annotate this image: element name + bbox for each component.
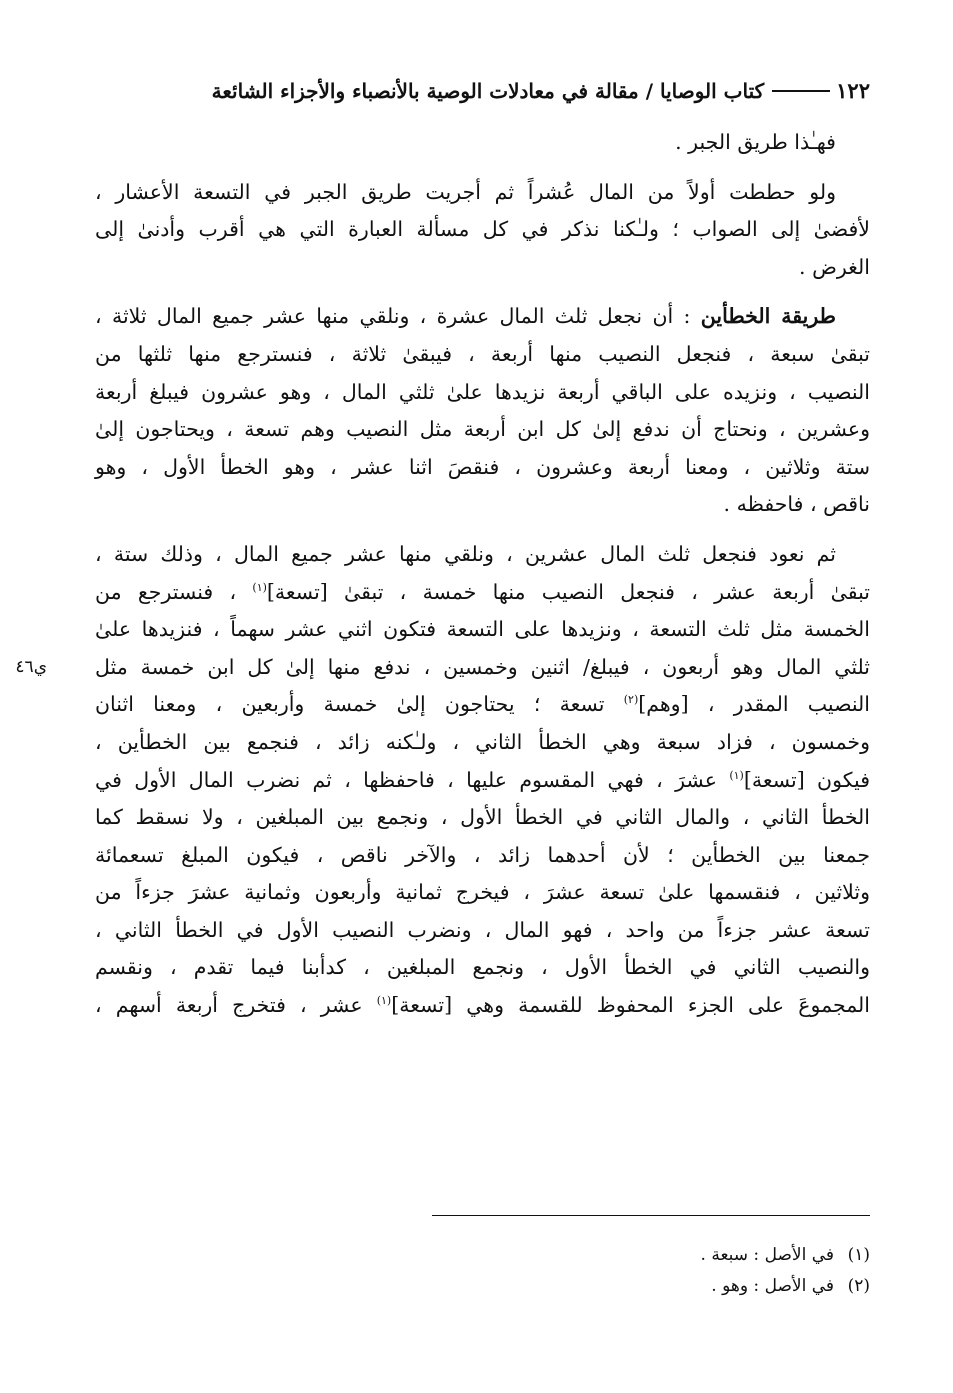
footnote-ref: (١) <box>252 580 267 594</box>
paragraph-line: فيكون [تسعة]$^{(١)}$ عشرَ ، فهي المقسوم عليها ، فاحفظها ، ثم نضرب المال الأول في <box>95 767 871 792</box>
footnote-text: في الأصل : وهو . <box>711 1276 834 1296</box>
footnote-text: في الأصل : سبعة . <box>700 1245 834 1265</box>
paragraph-line: الخمسة مثل ثلث التسعة ، ونزيدها على التسعة فتكون اثني عشر سهماً ، فنزيدها علىٰ <box>95 617 870 642</box>
paragraph-line: تبقىٰ أربعة عشر ، فنجعل النصيب منها خمسة ، تبقىٰ [تسعة]$^{(١)}$ ، فنسترجع من <box>95 579 870 604</box>
footnote-ref: (١) <box>376 994 392 1008</box>
paragraph-line: وثلاثين ، فنقسمها علىٰ تسعة عشرَ ، فيخرج ثمانية وأربعون وثمانية عشرَ جزءاً من <box>95 880 870 905</box>
paragraph-line: ثم نعود فنجعل ثلث المال عشرين ، ونلقي منها عشر جميع المال ، وذلك ستة ، <box>95 541 836 566</box>
paragraph-line: تبقىٰ سبعة ، فنجعل النصيب منها أربعة ، فيبقىٰ ثلاثة ، فنسترجع منها ثلثها من <box>95 341 870 366</box>
paragraph-line: وعشرين ، ونحتاج أن ندفع إلىٰ كل ابن أربعة مثل النصيب وهم تسعة ، ويحتاجون إلىٰ <box>95 417 870 442</box>
footnotes <box>95 1240 870 1302</box>
paragraph-line: النصيب ، ونزيده على الباقي أربعة نزيدها علىٰ ثلثي المال ، وهو عشرون فيبلغ أربعة <box>95 379 870 404</box>
page-number: ١٢٢ <box>836 78 870 103</box>
footnote <box>95 1240 870 1271</box>
footnote-number: (٢) <box>847 1276 870 1296</box>
page <box>15 78 871 1025</box>
paragraph-line: الغرض . <box>799 254 870 279</box>
footnote-separator <box>432 1215 870 1216</box>
paragraph-line: فهـٰذا طريق الجبر . <box>675 130 836 154</box>
footnote-ref: (١) <box>729 768 744 782</box>
paragraph-line: الخطأ الثاني ، والمال الثاني في الخطأ الأول ، ونجمع بين المبلغين ، ولا نسقط كما <box>95 805 870 830</box>
header-dash <box>772 90 830 92</box>
paragraph-line: ثلثي المال وهو أربعون ، فيبلغ/ اثنين وخمسين ، ندفع منها إلىٰ كل ابن خمسة مثل ي٤٦ <box>95 649 870 687</box>
paragraph-line: لأفضىٰ إلى الصواب ؛ ولـٰكنا نذكر في كل مسألة العبارة التي هي أقرب وأدنىٰ إلى <box>95 217 870 242</box>
footnote-ref: (٢) <box>623 693 639 707</box>
margin-manuscript-ref: ي٤٦ <box>15 656 47 677</box>
body-text <box>15 124 871 1025</box>
paragraph-line: والنصيب الثاني في الخطأ الأول ، ونجمع المبلغين ، كدأبنا فيما تقدم ، ونقسم <box>95 955 870 980</box>
paragraph-line: ستة وثلاثين ، ومعنا أربعة وعشرون ، فنقصَ اثنا عشر ، وهو الخطأ الأول ، وهو <box>95 454 870 479</box>
paragraph-line: وخمسون ، فزاد سبعة وهي الخطأ الثاني ، ولـٰكنه زائد ، فنجمع بين الخطأين ، <box>95 729 870 754</box>
paragraph-line: تسعة عشر جزءاً من واحد ، فهو المال ، ونضرب النصيب الأول في الخطأ الثاني ، <box>95 917 870 942</box>
paragraph-line: جمعنا بين الخطأين ؛ لأن أحدهما زائد ، والآخر ناقص ، فيكون المبلغ تسعمائة <box>95 842 870 867</box>
footnote-number: (١) <box>847 1245 870 1265</box>
header-title: كتاب الوصايا / مقالة في معادلات الوصية بالأنصباء والأجزاء الشائعة <box>211 79 765 103</box>
running-header <box>95 78 870 124</box>
paragraph-line: النصيب المقدر ، [وهم]$^{(٢)}$ تسعة ؛ يحتاجون إلىٰ خمسة وأربعين ، ومعنا اثنان <box>95 692 870 717</box>
paragraph-line: ناقص ، فاحفظه . <box>723 492 870 517</box>
section-lead: طريقة الخطأين <box>700 304 836 329</box>
footnote <box>95 1271 870 1302</box>
paragraph-line: ولو حططت أولاً من المال عُشراً ثم أجريت طريق الجبر في التسعة الأعشار ، <box>95 179 837 204</box>
paragraph-line: المجموعَ على الجزء المحفوظ للقسمة وهي [تسعة]$^{(١)}$ عشر ، فتخرج أربعة أسهم ، <box>95 993 870 1018</box>
paragraph-line: طريقة الخطأين : أن نجعل ثلث المال عشرة ، ونلقي منها عشر جميع المال ثلاثة ، <box>95 304 836 329</box>
